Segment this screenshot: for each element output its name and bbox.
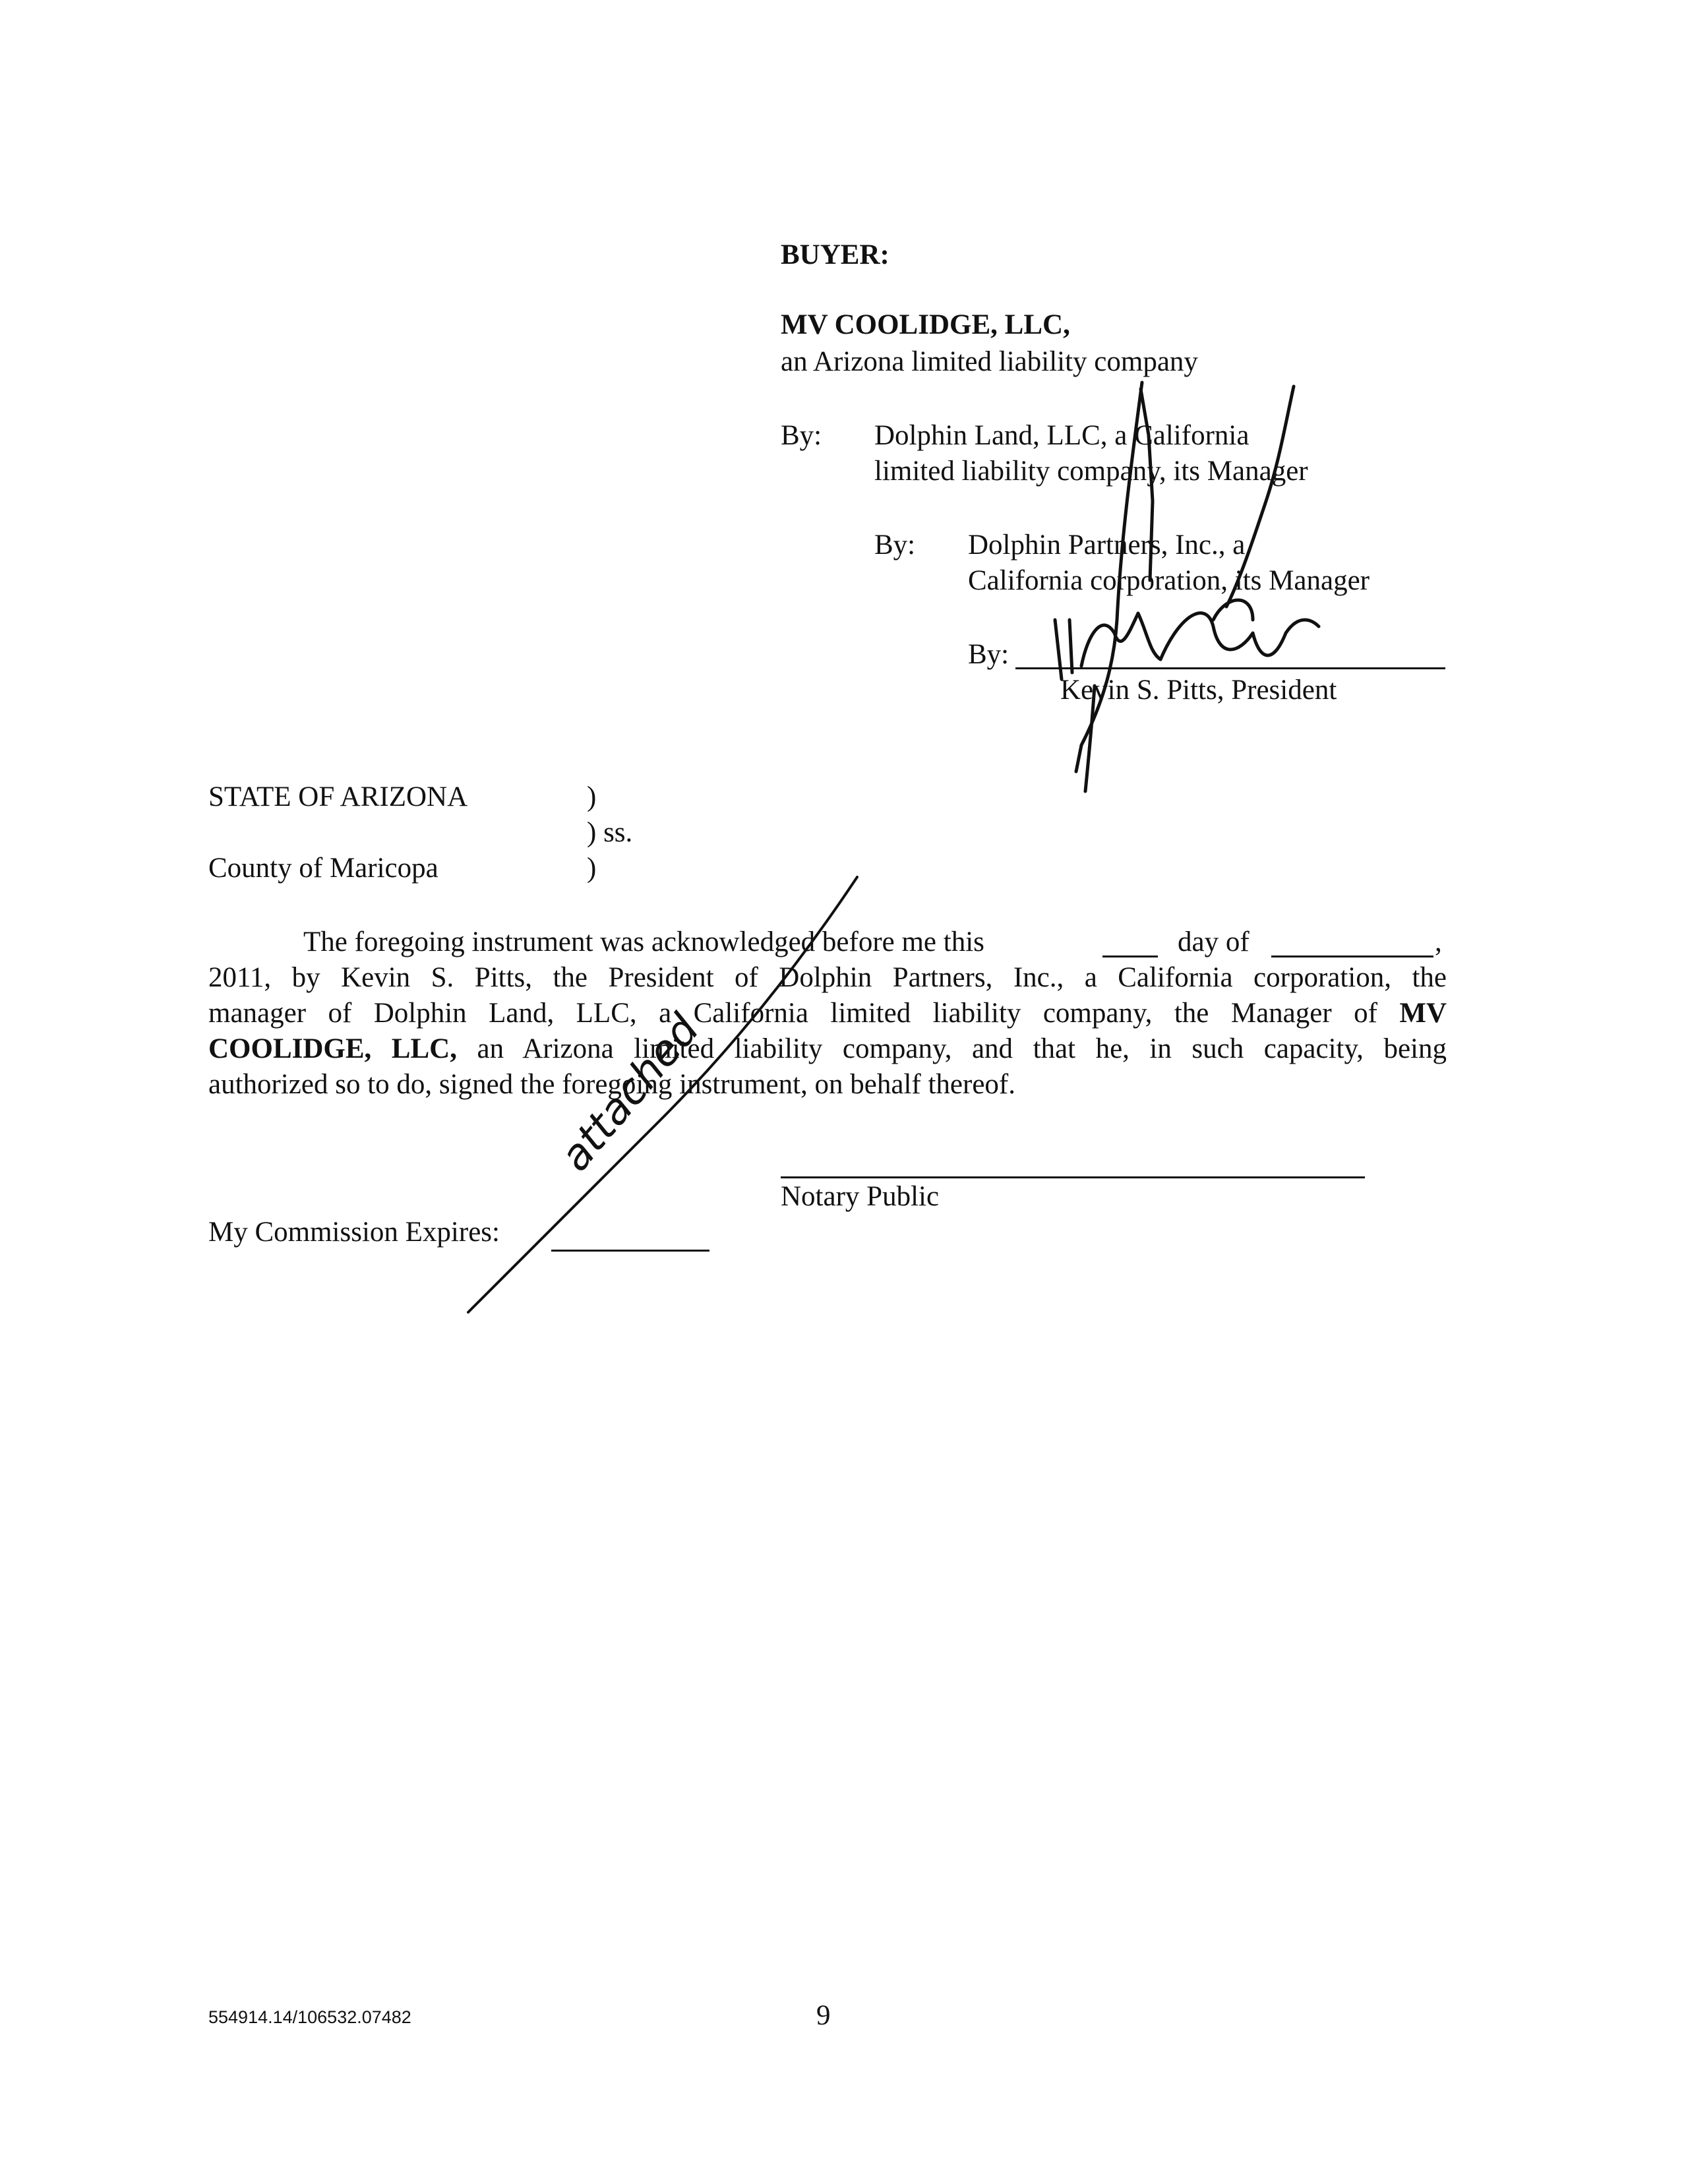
by1-line2: limited liability company, its Manager (874, 456, 1308, 487)
commission-expires-label: My Commission Expires: (208, 1217, 500, 1248)
page-number: 9 (816, 2000, 831, 2031)
attached-slash (468, 877, 857, 1312)
buyer-heading: BUYER: (781, 239, 889, 270)
buyer-entity-name: MV COOLIDGE, LLC, (781, 309, 1070, 340)
venue-state: STATE OF ARIZONA (208, 781, 468, 812)
ack-line5: authorized so to do, signed the foregoing instrument, on behalf thereof. (208, 1069, 1015, 1100)
by1-line1: Dolphin Land, LLC, a California (874, 420, 1250, 451)
buyer-entity-type: an Arizona limited liability company (781, 346, 1198, 377)
ack-line2: 2011, by Kevin S. Pitts, the President of Dolphin Partners, Inc., a California corporation, the (208, 962, 1447, 993)
by2-label: By: (874, 530, 916, 561)
venue-county: County of Maricopa (208, 853, 438, 884)
venue-paren-bottom: ) (587, 853, 597, 884)
ack-line1-start: The foregoing instrument was acknowledged before me this (303, 926, 984, 957)
ack-line4-bold: COOLIDGE, LLC, (208, 1033, 457, 1064)
by2-line1: Dolphin Partners, Inc., a (968, 530, 1246, 561)
venue-ss: ) ss. (587, 817, 633, 848)
doc-id: 554914.14/106532.07482 (208, 2007, 411, 2027)
by1-label: By: (781, 420, 822, 451)
by3-label: By: (968, 639, 1010, 670)
by2-line2: California corporation, its Manager (968, 565, 1370, 596)
signer-name: Kevin S. Pitts, President (1060, 675, 1337, 706)
signature-scribble (1055, 382, 1319, 791)
ack-line4-text: an Arizona limited liability company, and that he, in such capacity, being (456, 1033, 1447, 1064)
ack-day-of: day of (1178, 926, 1250, 957)
ack-line3-text: manager of Dolphin Land, LLC, a California limited liability company, the Manager of (208, 998, 1377, 1029)
ack-line1-comma: , (1435, 926, 1442, 957)
attached-annotation: attached (551, 1005, 709, 1181)
ack-line3-bold: MV (1399, 998, 1447, 1029)
notary-label: Notary Public (781, 1181, 940, 1212)
venue-paren-top: ) (587, 781, 597, 812)
